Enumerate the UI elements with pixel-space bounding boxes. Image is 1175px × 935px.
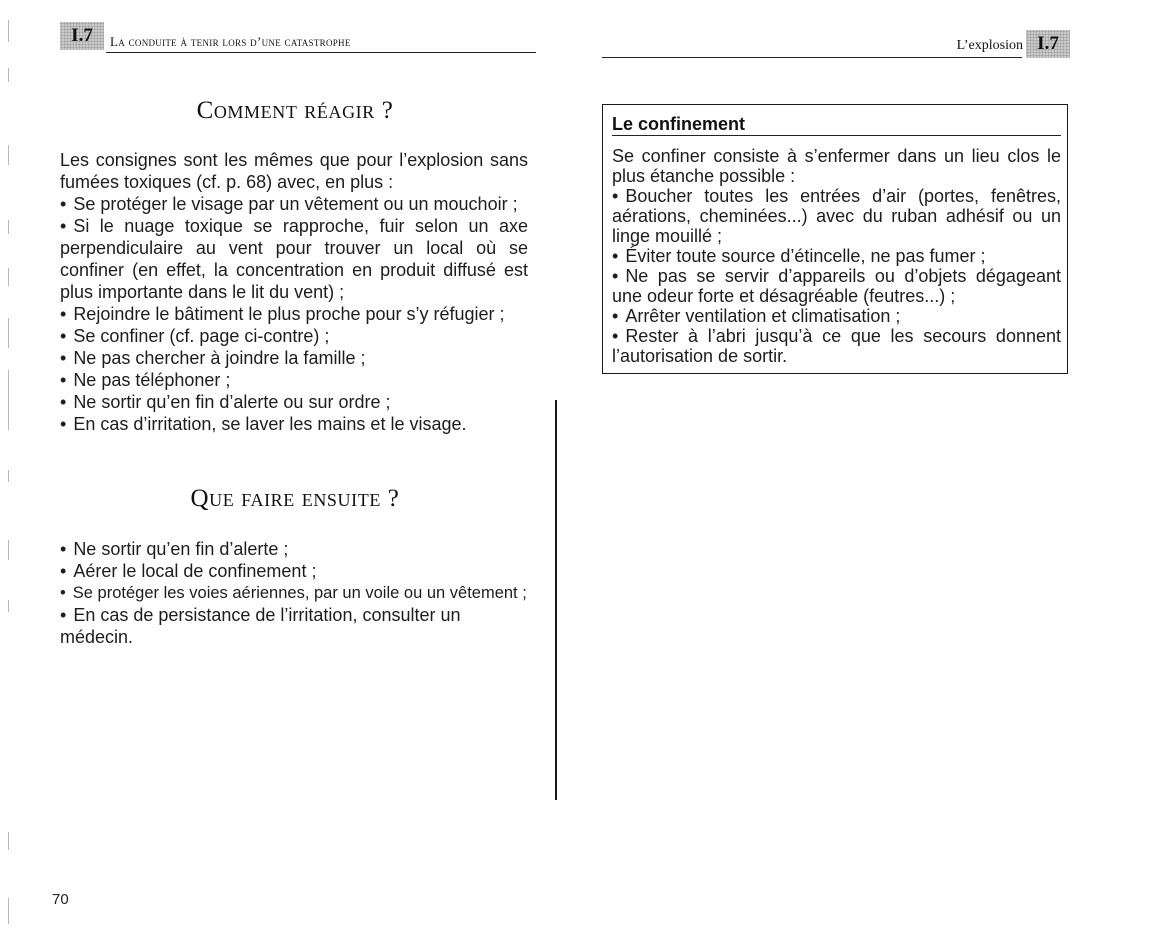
page-gutter-line <box>555 400 557 800</box>
confinement-box <box>602 104 1068 374</box>
list-item: • Ne pas chercher à joindre la famille ; <box>60 347 528 369</box>
list-item: • Aérer le local de confinement ; <box>60 560 528 582</box>
list-item: • Se protéger le visage par un vêtement ou un mouchoir ; <box>60 193 528 215</box>
react-intro-paragraph <box>60 149 528 193</box>
list-item: • Ne pas se servir d’appareils ou d’objets dégageant une odeur forte et désagréable (feutres...) ; <box>612 266 1061 306</box>
chapter-badge-left: I.7 <box>60 22 104 50</box>
box-body <box>612 146 1061 366</box>
box-title-rule <box>612 135 1061 136</box>
list-item: • Se confiner (cf. page ci-contre) ; <box>60 325 528 347</box>
list-item: • Arrêter ventilation et climatisation ; <box>612 306 1061 326</box>
list-item: • En cas d’irritation, se laver les mains et le visage. <box>60 413 528 435</box>
header-rule-left <box>106 52 536 53</box>
page-number: 70 <box>52 891 69 908</box>
after-bullet-list <box>60 538 528 648</box>
box-intro-text: Se confiner consiste à s’enfermer dans un lieu clos le plus étanche possible : <box>612 146 1061 186</box>
react-bullet-list <box>60 193 528 435</box>
scan-margin-marks <box>8 0 12 935</box>
list-item: • En cas de persistance de l’irritation, consulter un médecin. <box>60 604 528 648</box>
list-item: • Se protéger les voies aériennes, par un voile ou un vêtement ; <box>60 582 528 604</box>
running-title-left: La conduite à tenir lors d’une catastrophe <box>110 34 351 49</box>
list-item: • Éviter toute source d’étincelle, ne pas fumer ; <box>612 246 1061 266</box>
box-title: Le confinement <box>612 114 746 134</box>
list-item: • Si le nuage toxique se rapproche, fuir selon un axe perpendiculaire au vent pour trouver un local où se confiner (en effet, la concentration en produit diffusé est plus importante dans le lit du vent) ; <box>60 215 528 303</box>
list-item: • Ne pas téléphoner ; <box>60 369 528 391</box>
running-title-right: L’explosion <box>956 38 1023 53</box>
list-item: • Rejoindre le bâtiment le plus proche pour s’y réfugier ; <box>60 303 528 325</box>
react-intro-text: Les consignes sont les mêmes que pour l’explosion sans fumées toxiques (cf. p. 68) avec, en plus : <box>60 150 528 192</box>
list-item: • Rester à l’abri jusqu’à ce que les secours donnent l’autorisation de sortir. <box>612 326 1061 366</box>
box-bullet-list <box>612 186 1061 366</box>
list-item: • Ne sortir qu’en fin d’alerte ou sur ordre ; <box>60 391 528 413</box>
section-heading-react: Comment réagir ? <box>196 97 394 124</box>
chapter-badge-right: I.7 <box>1026 30 1070 58</box>
list-item: • Ne sortir qu’en fin d’alerte ; <box>60 538 528 560</box>
section-heading-after: Que faire ensuite ? <box>190 485 400 512</box>
list-item: • Boucher toutes les entrées d’air (portes, fenêtres, aérations, cheminées...) avec du ruban adhésif ou un linge mouillé ; <box>612 186 1061 246</box>
header-rule-right <box>602 57 1022 58</box>
